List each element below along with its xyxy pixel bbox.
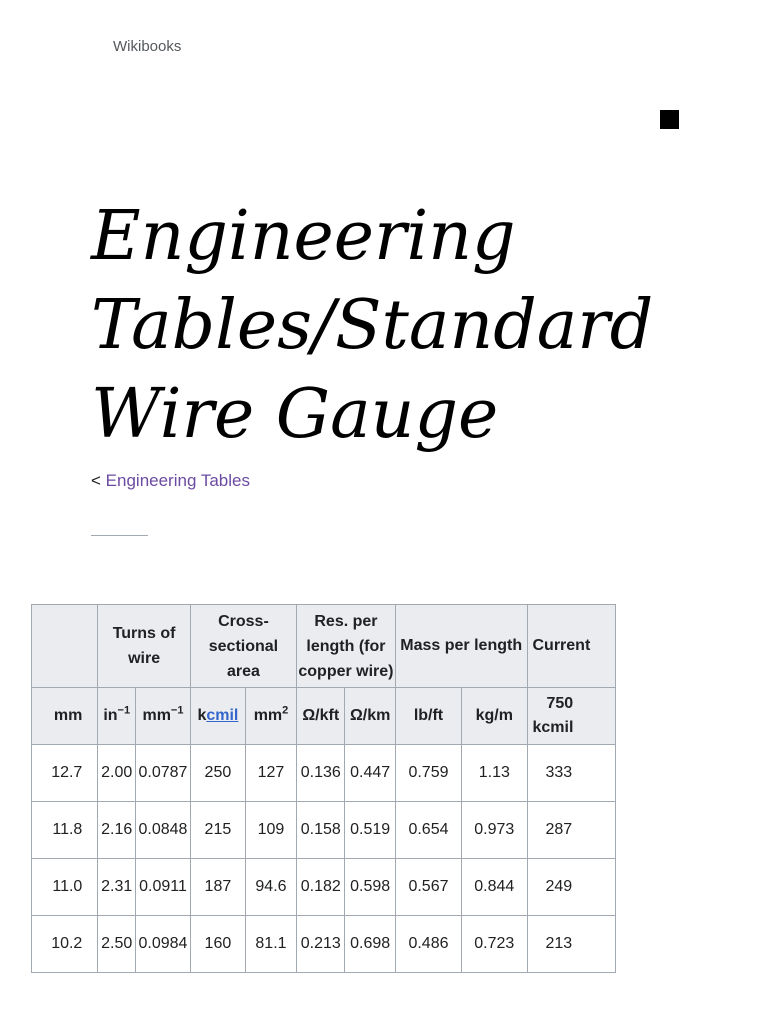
cell-tpi: 2.00 bbox=[98, 745, 136, 802]
table-row bbox=[32, 802, 616, 859]
mass-group-header: Mass per length bbox=[395, 605, 527, 688]
cell-lb-ft: 0.654 bbox=[395, 802, 461, 859]
cell-ohm-km: 0.447 bbox=[345, 745, 395, 802]
unit-header-mm2: $mm^2$ bbox=[245, 688, 296, 745]
cell-current: 249 bbox=[527, 859, 616, 916]
cell-ohm-kft: 0.213 bbox=[297, 916, 345, 973]
unit-header-kcmil: kcmil bbox=[190, 688, 245, 745]
unit-header-ohm-kft: Ω/kft bbox=[297, 688, 345, 745]
wire-gauge-table-scroll[interactable] bbox=[51, 604, 676, 976]
cell-tpmm: 0.0787 bbox=[136, 745, 191, 802]
table-row bbox=[32, 916, 616, 973]
cell-mm2: 127 bbox=[245, 745, 296, 802]
cell-mm: 10.2 bbox=[32, 916, 98, 973]
cell-tpi: 2.31 bbox=[98, 859, 136, 916]
cell-kcmil: 187 bbox=[190, 859, 245, 916]
cell-lb-ft: 0.486 bbox=[395, 916, 461, 973]
cell-kcmil: 215 bbox=[190, 802, 245, 859]
cell-lb-ft: 0.759 bbox=[395, 745, 461, 802]
unit-header-mm: mm bbox=[32, 688, 98, 745]
unit-header-turns-in: $in^{-1}$ bbox=[98, 688, 136, 745]
breadcrumb-prefix: < bbox=[91, 471, 101, 490]
cell-mm: 11.8 bbox=[32, 802, 98, 859]
cell-mm2: 109 bbox=[245, 802, 296, 859]
cell-kg-m: 0.844 bbox=[462, 859, 527, 916]
menu-square-icon[interactable] bbox=[660, 110, 679, 129]
cell-mm2: 81.1 bbox=[245, 916, 296, 973]
cell-kg-m: 0.723 bbox=[462, 916, 527, 973]
cell-tpi: 2.16 bbox=[98, 802, 136, 859]
turns-group-header: Turns of wire bbox=[98, 605, 191, 688]
table-row bbox=[32, 745, 616, 802]
cell-mm: 11.0 bbox=[32, 859, 98, 916]
table-row bbox=[32, 859, 616, 916]
cell-ohm-kft: 0.158 bbox=[297, 802, 345, 859]
cell-kcmil: 250 bbox=[190, 745, 245, 802]
unit-header-turns-mm: $mm^{-1}$ bbox=[136, 688, 191, 745]
unit-header-kg-m: kg/m bbox=[462, 688, 527, 745]
resistance-group-header: Res. per length (for copper wire) bbox=[297, 605, 396, 688]
cell-mm2: 94.6 bbox=[245, 859, 296, 916]
cell-ohm-km: 0.698 bbox=[345, 916, 395, 973]
cell-current: 333 bbox=[527, 745, 616, 802]
cell-kg-m: 0.973 bbox=[462, 802, 527, 859]
cell-ohm-km: 0.519 bbox=[345, 802, 395, 859]
breadcrumb-link[interactable]: Engineering Tables bbox=[105, 471, 250, 490]
cmil-link[interactable]: cmil bbox=[206, 707, 239, 724]
cross-section-group-header: Cross-sectional area bbox=[190, 605, 296, 688]
divider bbox=[91, 535, 148, 536]
unit-header-ohm-km: Ω/km bbox=[345, 688, 395, 745]
cell-ohm-km: 0.598 bbox=[345, 859, 395, 916]
cell-current: 287 bbox=[527, 802, 616, 859]
unit-header-current: 750 kcmil bbox=[527, 688, 616, 745]
breadcrumb bbox=[91, 471, 250, 491]
page-title: Engineering Tables/Standard Wire Gauge bbox=[91, 197, 654, 454]
cell-lb-ft: 0.567 bbox=[395, 859, 461, 916]
cell-kg-m: 1.13 bbox=[462, 745, 527, 802]
diameter-group-header bbox=[32, 605, 98, 688]
cell-tpmm: 0.0848 bbox=[136, 802, 191, 859]
cell-current: 213 bbox=[527, 916, 616, 973]
cell-tpmm: 0.0911 bbox=[136, 859, 191, 916]
cell-tpi: 2.50 bbox=[98, 916, 136, 973]
cell-ohm-kft: 0.136 bbox=[297, 745, 345, 802]
cell-tpmm: 0.0984 bbox=[136, 916, 191, 973]
cell-mm: 12.7 bbox=[32, 745, 98, 802]
cell-ohm-kft: 0.182 bbox=[297, 859, 345, 916]
wire-gauge-table bbox=[31, 604, 616, 973]
current-group-header: Current bbox=[527, 605, 616, 688]
site-name[interactable]: Wikibooks bbox=[113, 38, 182, 55]
cell-kcmil: 160 bbox=[190, 916, 245, 973]
unit-header-lb-ft: lb/ft bbox=[395, 688, 461, 745]
